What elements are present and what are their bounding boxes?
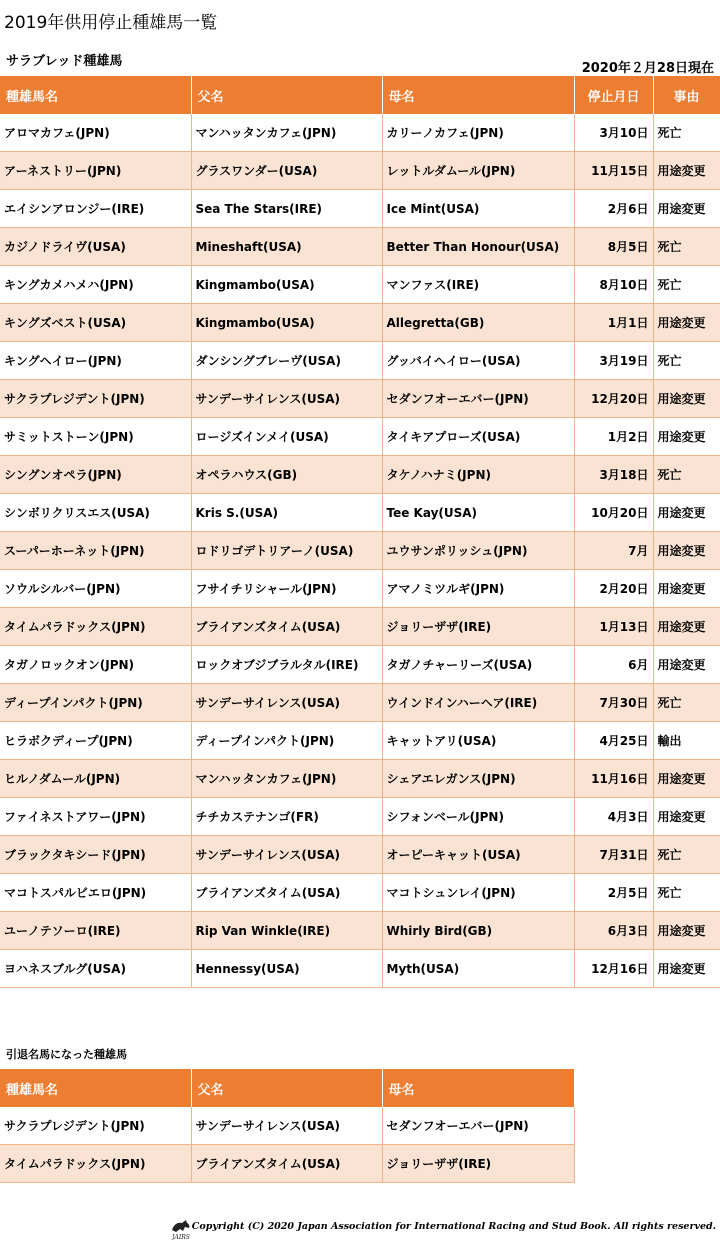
table-body <box>0 114 720 988</box>
cell-dam: カリーノカフェ(JPN) <box>382 114 574 152</box>
cell-stallion: アーネストリー(JPN) <box>0 152 191 190</box>
cell-date: 10月20日 <box>574 494 653 532</box>
cell-dam: セダンフオーエバー(JPN) <box>382 380 574 418</box>
cell-sire: Hennessy(USA) <box>191 950 382 988</box>
cell-date: 2月20日 <box>574 570 653 608</box>
cell-stallion: タイムパラドックス(JPN) <box>0 1145 191 1183</box>
section-title: サラブレッド種雄馬 <box>6 54 123 69</box>
cell-dam: Myth(USA) <box>382 950 574 988</box>
cell-dam: シフォンベール(JPN) <box>382 798 574 836</box>
cell-dam: ジョリーザザ(IRE) <box>382 1145 574 1183</box>
cell-dam: キャットアリ(USA) <box>382 722 574 760</box>
table-row <box>0 456 720 494</box>
cell-stallion: カジノドライヴ(USA) <box>0 228 191 266</box>
cell-reason: 死亡 <box>653 874 720 912</box>
header-reason: 事由 <box>653 76 720 114</box>
cell-dam: ウインドインハーヘア(IRE) <box>382 684 574 722</box>
header-stallion: 種雄馬名 <box>0 76 191 114</box>
cell-sire: サンデーサイレンス(USA) <box>191 380 382 418</box>
stallion-table <box>0 76 720 988</box>
cell-date: 3月10日 <box>574 114 653 152</box>
cell-stallion: キングズベスト(USA) <box>0 304 191 342</box>
cell-reason: 用途変更 <box>653 646 720 684</box>
cell-date: 4月25日 <box>574 722 653 760</box>
table-row <box>0 684 720 722</box>
cell-stallion: エイシンアロンジー(IRE) <box>0 190 191 228</box>
cell-dam: Whirly Bird(GB) <box>382 912 574 950</box>
cell-sire: ブライアンズタイム(USA) <box>191 608 382 646</box>
cell-date: 11月15日 <box>574 152 653 190</box>
cell-sire: マンハッタンカフェ(JPN) <box>191 760 382 798</box>
table-row <box>0 114 720 152</box>
cell-reason: 死亡 <box>653 266 720 304</box>
cell-sire: ロージズインメイ(USA) <box>191 418 382 456</box>
cell-reason: 用途変更 <box>653 190 720 228</box>
cell-date: 6月 <box>574 646 653 684</box>
cell-reason: 用途変更 <box>653 608 720 646</box>
cell-sire: Sea The Stars(IRE) <box>191 190 382 228</box>
table-row <box>0 836 720 874</box>
cell-stallion: ファイネストアワー(JPN) <box>0 798 191 836</box>
cell-stallion: サミットストーン(JPN) <box>0 418 191 456</box>
cell-dam: タイキアプローズ(USA) <box>382 418 574 456</box>
cell-sire: Kingmambo(USA) <box>191 266 382 304</box>
table-row <box>0 570 720 608</box>
cell-date: 2月5日 <box>574 874 653 912</box>
cell-dam: セダンフオーエバー(JPN) <box>382 1107 574 1145</box>
table-header-row <box>0 76 720 114</box>
cell-stallion: スーパーホーネット(JPN) <box>0 532 191 570</box>
cell-dam: タケノハナミ(JPN) <box>382 456 574 494</box>
table-row <box>0 1107 574 1145</box>
cell-reason: 用途変更 <box>653 304 720 342</box>
cell-stallion: シングンオペラ(JPN) <box>0 456 191 494</box>
cell-reason: 死亡 <box>653 228 720 266</box>
cell-dam: レットルダムール(JPN) <box>382 152 574 190</box>
table-row <box>0 722 720 760</box>
cell-dam: Allegretta(GB) <box>382 304 574 342</box>
cell-stallion: マコトスパルビエロ(JPN) <box>0 874 191 912</box>
table-row <box>0 266 720 304</box>
table-row <box>0 190 720 228</box>
cell-date: 8月10日 <box>574 266 653 304</box>
cell-dam: タガノチャーリーズ(USA) <box>382 646 574 684</box>
cell-date: 7月30日 <box>574 684 653 722</box>
cell-reason: 用途変更 <box>653 494 720 532</box>
cell-sire: ディープインパクト(JPN) <box>191 722 382 760</box>
cell-date: 7月 <box>574 532 653 570</box>
table-row <box>0 532 720 570</box>
cell-date: 12月20日 <box>574 380 653 418</box>
cell-reason: 用途変更 <box>653 570 720 608</box>
cell-reason: 用途変更 <box>653 912 720 950</box>
cell-dam: マコトシュンレイ(JPN) <box>382 874 574 912</box>
table-row <box>0 342 720 380</box>
retired-header-dam: 母名 <box>382 1069 574 1107</box>
table-row <box>0 950 720 988</box>
cell-stallion: アロマカフェ(JPN) <box>0 114 191 152</box>
cell-dam: アマノミツルギ(JPN) <box>382 570 574 608</box>
cell-date: 3月19日 <box>574 342 653 380</box>
table-row <box>0 494 720 532</box>
cell-reason: 死亡 <box>653 836 720 874</box>
cell-stallion: キングカメハメハ(JPN) <box>0 266 191 304</box>
cell-sire: ブライアンズタイム(USA) <box>191 874 382 912</box>
cell-stallion: キングヘイロー(JPN) <box>0 342 191 380</box>
cell-sire: ロックオブジブラルタル(IRE) <box>191 646 382 684</box>
cell-stallion: ソウルシルバー(JPN) <box>0 570 191 608</box>
retired-header-sire: 父名 <box>191 1069 382 1107</box>
cell-sire: グラスワンダー(USA) <box>191 152 382 190</box>
cell-date: 11月16日 <box>574 760 653 798</box>
cell-reason: 用途変更 <box>653 798 720 836</box>
cell-date: 3月18日 <box>574 456 653 494</box>
retired-table-body <box>0 1107 574 1183</box>
cell-sire: サンデーサイレンス(USA) <box>191 836 382 874</box>
table-row <box>0 798 720 836</box>
cell-sire: フサイチリシャール(JPN) <box>191 570 382 608</box>
cell-dam: シェアエレガンス(JPN) <box>382 760 574 798</box>
table-row <box>0 418 720 456</box>
header-sire: 父名 <box>191 76 382 114</box>
retired-header-stallion: 種雄馬名 <box>0 1069 191 1107</box>
cell-date: 2月6日 <box>574 190 653 228</box>
cell-stallion: ディープインパクト(JPN) <box>0 684 191 722</box>
table-row <box>0 304 720 342</box>
cell-reason: 死亡 <box>653 456 720 494</box>
cell-stallion: ヨハネスブルグ(USA) <box>0 950 191 988</box>
cell-sire: マンハッタンカフェ(JPN) <box>191 114 382 152</box>
cell-date: 4月3日 <box>574 798 653 836</box>
cell-reason: 死亡 <box>653 114 720 152</box>
cell-dam: ユウサンポリッシュ(JPN) <box>382 532 574 570</box>
page-title: 2019年供用停止種雄馬一覧 <box>4 13 218 33</box>
cell-reason: 用途変更 <box>653 760 720 798</box>
table-row <box>0 760 720 798</box>
table-row <box>0 1145 574 1183</box>
cell-dam: Ice Mint(USA) <box>382 190 574 228</box>
table-row <box>0 912 720 950</box>
cell-stallion: サクラプレジデント(JPN) <box>0 380 191 418</box>
header-date: 停止月日 <box>574 76 653 114</box>
copyright-notice: Copyright (C) 2020 Japan Association for International Racing and Stud Book. All rights reserved. <box>191 1221 716 1232</box>
cell-dam: Better Than Honour(USA) <box>382 228 574 266</box>
cell-dam: オーピーキャット(USA) <box>382 836 574 874</box>
cell-sire: サンデーサイレンス(USA) <box>191 1107 382 1145</box>
cell-stallion: ヒルノダムール(JPN) <box>0 760 191 798</box>
table-row <box>0 152 720 190</box>
cell-dam: ジョリーザザ(IRE) <box>382 608 574 646</box>
cell-sire: ダンシングブレーヴ(USA) <box>191 342 382 380</box>
cell-date: 6月3日 <box>574 912 653 950</box>
cell-date: 1月2日 <box>574 418 653 456</box>
cell-date: 8月5日 <box>574 228 653 266</box>
cell-dam: グッバイヘイロー(USA) <box>382 342 574 380</box>
cell-reason: 輸出 <box>653 722 720 760</box>
cell-date: 12月16日 <box>574 950 653 988</box>
cell-stallion: ユーノテソーロ(IRE) <box>0 912 191 950</box>
cell-sire: Rip Van Winkle(IRE) <box>191 912 382 950</box>
cell-dam: マンファス(IRE) <box>382 266 574 304</box>
cell-stallion: タガノロックオン(JPN) <box>0 646 191 684</box>
cell-sire: ロドリゴデトリアーノ(USA) <box>191 532 382 570</box>
cell-sire: チチカステナンゴ(FR) <box>191 798 382 836</box>
cell-sire: ブライアンズタイム(USA) <box>191 1145 382 1183</box>
cell-sire: Mineshaft(USA) <box>191 228 382 266</box>
as-of-date: 2020年２月28日現在 <box>581 61 714 76</box>
table-row <box>0 228 720 266</box>
cell-stallion: サクラプレジデント(JPN) <box>0 1107 191 1145</box>
cell-dam: Tee Kay(USA) <box>382 494 574 532</box>
cell-reason: 用途変更 <box>653 380 720 418</box>
logo-text: JAIRS <box>172 1234 190 1240</box>
table-row <box>0 608 720 646</box>
retired-stallion-table <box>0 1069 575 1183</box>
cell-reason: 用途変更 <box>653 152 720 190</box>
cell-reason: 死亡 <box>653 684 720 722</box>
cell-reason: 用途変更 <box>653 418 720 456</box>
cell-sire: オペラハウス(GB) <box>191 456 382 494</box>
table-row <box>0 874 720 912</box>
cell-stallion: シンボリクリスエス(USA) <box>0 494 191 532</box>
cell-reason: 用途変更 <box>653 950 720 988</box>
cell-stallion: ヒラボクディープ(JPN) <box>0 722 191 760</box>
cell-stallion: ブラックタキシード(JPN) <box>0 836 191 874</box>
cell-sire: Kris S.(USA) <box>191 494 382 532</box>
table-row <box>0 380 720 418</box>
cell-reason: 死亡 <box>653 342 720 380</box>
cell-sire: サンデーサイレンス(USA) <box>191 684 382 722</box>
cell-stallion: タイムパラドックス(JPN) <box>0 608 191 646</box>
table-row <box>0 646 720 684</box>
retired-header-row <box>0 1069 574 1107</box>
header-dam: 母名 <box>382 76 574 114</box>
jairs-logo-icon <box>168 1214 194 1240</box>
cell-date: 1月13日 <box>574 608 653 646</box>
cell-sire: Kingmambo(USA) <box>191 304 382 342</box>
retired-section-title: 引退名馬になった種雄馬 <box>6 1048 127 1061</box>
cell-date: 1月1日 <box>574 304 653 342</box>
cell-reason: 用途変更 <box>653 532 720 570</box>
cell-date: 7月31日 <box>574 836 653 874</box>
